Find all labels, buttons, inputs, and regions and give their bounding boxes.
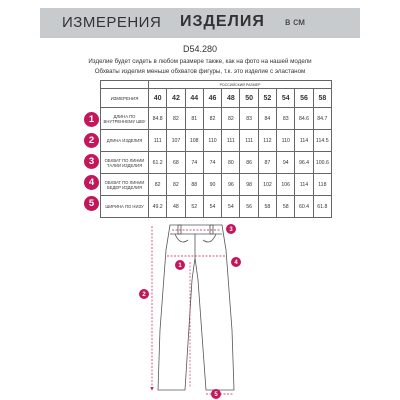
table-cell: 54 (222, 196, 240, 218)
table-corner-top (101, 81, 149, 89)
table-cell: 83 (277, 108, 295, 130)
measure-header: ИЗМЕРЕНИЯ (101, 89, 149, 108)
table-cell: 84.6 (295, 108, 313, 130)
table-cell: 112 (258, 130, 276, 152)
table-cell: 114 (295, 130, 313, 152)
diagram-marker (175, 260, 185, 270)
size-table (100, 80, 332, 218)
size-header: 54 (277, 89, 295, 108)
table-cell: 58 (277, 196, 295, 218)
table-cell: 74 (185, 152, 203, 174)
size-header: 48 (222, 89, 240, 108)
title-product: ИЗДЕЛИЯ (180, 13, 265, 30)
diagram-marker (139, 289, 149, 299)
table-cell: 84.8 (149, 108, 167, 130)
table-cell: 82 (167, 174, 185, 196)
table-cell: 61.2 (149, 152, 167, 174)
article-code: D54.280 (182, 44, 218, 54)
row-label: ДЛИНА ИЗДЕЛИЯ (101, 130, 149, 152)
table-row (101, 108, 332, 130)
table-cell: 98 (240, 174, 258, 196)
row-label: ДЛИНА ПО ВНУТРЕННЕМУ ШВУ (101, 108, 149, 130)
row-number-badge: 4 (84, 175, 99, 190)
table-cell: 58 (258, 196, 276, 218)
table-cell: 52 (185, 196, 203, 218)
table-cell: 82 (203, 108, 221, 130)
svg-text:3: 3 (229, 227, 233, 234)
size-header: 44 (185, 89, 203, 108)
diagram-marker (211, 389, 221, 399)
table-row (101, 174, 332, 196)
svg-text:2: 2 (142, 292, 146, 299)
table-cell: 114 (295, 174, 313, 196)
table-cell: 108 (185, 130, 203, 152)
table-cell: 80 (222, 152, 240, 174)
row-number-badge: 3 (84, 154, 99, 169)
size-header: 42 (167, 89, 185, 108)
trousers-outline (158, 225, 234, 390)
table-cell: 87 (258, 152, 276, 174)
size-header: 50 (240, 89, 258, 108)
diagram-marker (231, 257, 241, 267)
svg-text:4: 4 (234, 260, 238, 267)
svg-text:1: 1 (178, 263, 182, 270)
title-banner (40, 8, 360, 38)
size-header: 40 (149, 89, 167, 108)
table-header-row (101, 89, 332, 108)
svg-text:5: 5 (214, 392, 218, 399)
table-cell: 110 (203, 130, 221, 152)
table-cell: 110 (277, 130, 295, 152)
row-label: ОБХВАТ ПО ЛИНИИ БЕДЕР ИЗДЕЛИЯ (101, 174, 149, 196)
table-cell: 111 (222, 130, 240, 152)
table-cell: 94 (277, 152, 295, 174)
table-cell: 118 (313, 174, 331, 196)
table-cell: 48 (167, 196, 185, 218)
table-cell: 82 (222, 108, 240, 130)
row-label: ШИРИНА ПО НИЗУ (101, 196, 149, 218)
table-cell: 61.8 (313, 196, 331, 218)
table-cell: 100.6 (313, 152, 331, 174)
size-header: 46 (203, 89, 221, 108)
trousers-diagram (40, 210, 360, 400)
table-row (101, 130, 332, 152)
table-cell: 96 (222, 174, 240, 196)
diagram-marker (226, 224, 236, 234)
table-cell: 86 (240, 152, 258, 174)
russian-size-label: РОССИЙСКИЙ РАЗМЕР (149, 81, 332, 89)
table-cell: 81 (185, 108, 203, 130)
table-cell: 56 (240, 196, 258, 218)
fit-note: Изделие будет сидеть в любом размере также, как на фото на нашей модели (88, 58, 312, 65)
table-cell: 88 (185, 174, 203, 196)
table-cell: 111 (240, 130, 258, 152)
title-measurements: ИЗМЕРЕНИЯ (62, 14, 162, 31)
table-cell: 90 (203, 174, 221, 196)
table-cell: 111 (149, 130, 167, 152)
row-number-badge: 5 (84, 196, 99, 211)
row-number-badge: 2 (84, 133, 99, 148)
table-cell: 74 (203, 152, 221, 174)
table-cell: 82 (149, 174, 167, 196)
size-chart-sheet (40, 0, 360, 400)
size-header: 58 (313, 89, 331, 108)
row-label: ОБХВАТ ПО ЛИНИИ ТАЛИИ ИЗДЕЛИЯ (101, 152, 149, 174)
table-cell: 102 (258, 174, 276, 196)
elastane-note: Обхваты изделия меньше обхватов фигуры, т.к. это изделие с эластаном (94, 68, 306, 75)
table-cell: 106 (277, 174, 295, 196)
table-cell: 68 (167, 152, 185, 174)
table-row (101, 152, 332, 174)
size-header: 56 (295, 89, 313, 108)
table-russian-size-row (101, 81, 332, 89)
table-cell: 83 (240, 108, 258, 130)
table-cell: 82 (167, 108, 185, 130)
table-cell: 114.5 (313, 130, 331, 152)
table-cell: 96.4 (295, 152, 313, 174)
size-header: 52 (258, 89, 276, 108)
title-unit: в см (285, 17, 305, 28)
table-cell: 84 (258, 108, 276, 130)
table-cell: 49.2 (149, 196, 167, 218)
row-number-badge: 1 (84, 112, 99, 127)
table-cell: 107 (167, 130, 185, 152)
table-cell: 84.7 (313, 108, 331, 130)
table-cell: 60.4 (295, 196, 313, 218)
table-cell: 54 (203, 196, 221, 218)
